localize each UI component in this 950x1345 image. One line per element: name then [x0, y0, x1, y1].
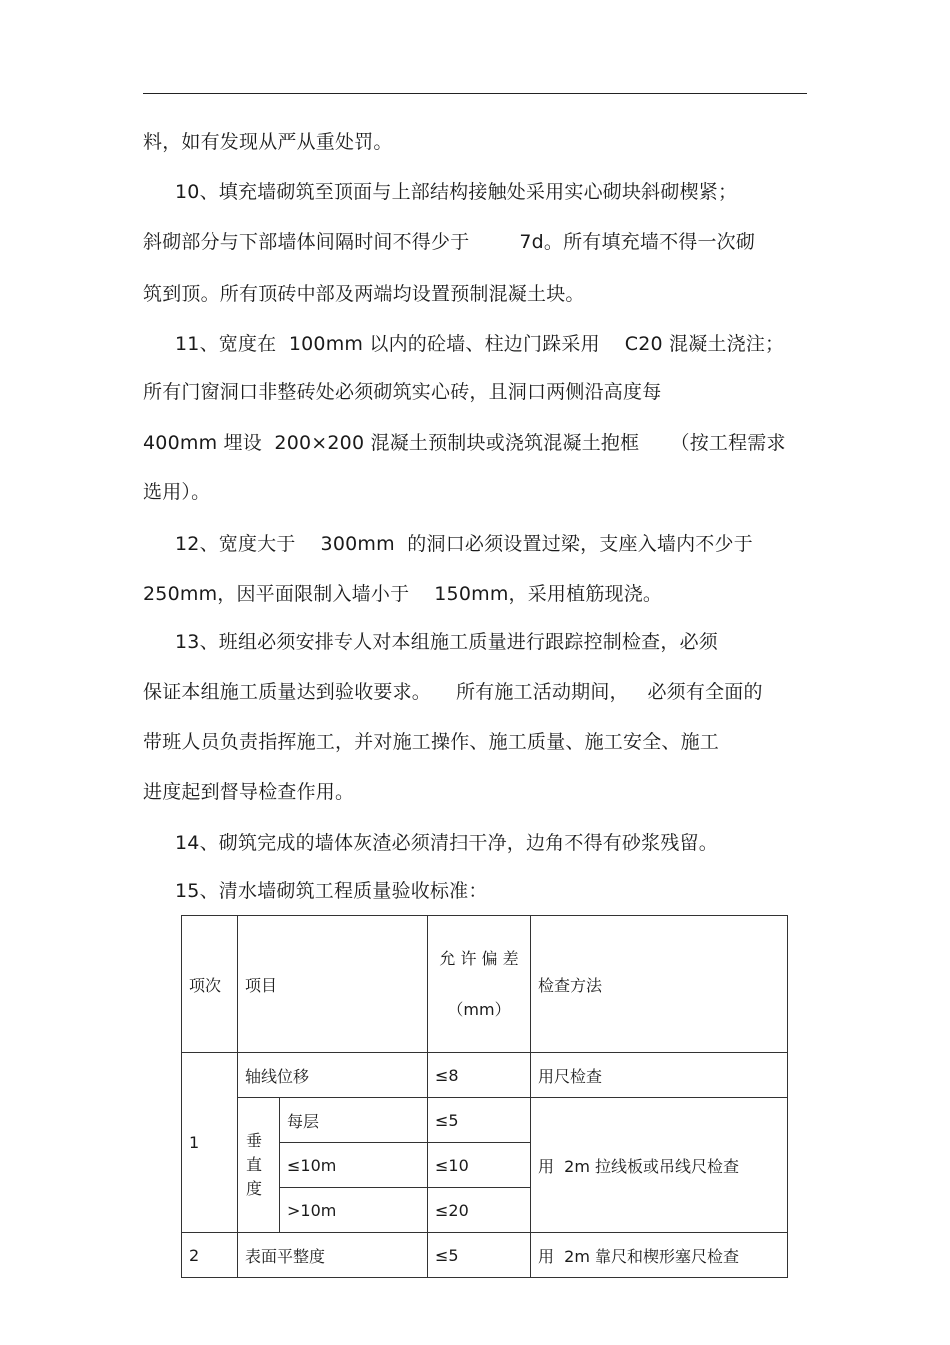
- paragraph-line: 400mm 埋设 200×200 混凝土预制块或浇筑混凝土抱框 （按工程需求: [143, 432, 786, 454]
- paragraph-line: 带班人员负责指挥施工，并对施工操作、施工质量、施工安全、施工: [143, 731, 720, 753]
- cell-method: 用尺检查: [531, 1053, 788, 1098]
- header-tolerance-line2: （mm）: [447, 1000, 511, 1019]
- paragraph-line: 11、宽度在 100mm 以内的砼墙、柱边门跺采用 C20 混凝土浇注；: [175, 333, 785, 355]
- cell-vertical-group: [238, 1098, 280, 1233]
- paragraph-line: 保证本组施工质量达到验收要求。 所有施工活动期间， 必须有全面的: [143, 681, 763, 703]
- vertical-char: 垂: [246, 1131, 263, 1150]
- paragraph-line: 250mm，因平面限制入墙小于 150mm，采用植筋现浇。: [143, 583, 663, 605]
- vertical-char: 度: [246, 1179, 263, 1198]
- header-cell-item: 项目: [238, 916, 428, 1053]
- cell-no-1: 1: [182, 1053, 238, 1233]
- cell-method: 用 2m 靠尺和楔形塞尺检查: [531, 1233, 788, 1278]
- paragraph-line: 进度起到督导检查作用。: [143, 781, 355, 803]
- paragraph-line: 料，如有发现从严从重处罚。: [143, 131, 393, 153]
- cell-method: 用 2m 拉线板或吊线尺检查: [531, 1098, 788, 1233]
- paragraph-line: 14、砌筑完成的墙体灰渣必须清扫干净，边角不得有砂浆残留。: [175, 832, 718, 854]
- cell-tolerance: ≤8: [428, 1053, 531, 1098]
- table-header-row: [182, 916, 788, 1053]
- vertical-char: 直: [246, 1155, 263, 1174]
- paragraph-line: 15、清水墙砌筑工程质量验收标准：: [175, 880, 488, 902]
- paragraph-line: 斜砌部分与下部墙体间隔时间不得少于 7d。所有填充墙不得一次砌: [143, 231, 756, 253]
- cell-subitem: 每层: [280, 1098, 428, 1143]
- table-row: [182, 1053, 788, 1098]
- cell-tolerance: ≤10: [428, 1143, 531, 1188]
- paragraph-line: 12、宽度大于 300mm 的洞口必须设置过梁，支座入墙内不少于: [175, 533, 753, 555]
- header-tolerance-line1: 允 许 偏 差: [439, 949, 519, 968]
- header-cell-method: 检查方法: [531, 916, 788, 1053]
- cell-no-2: 2: [182, 1233, 238, 1278]
- cell-item: 表面平整度: [238, 1233, 428, 1278]
- quality-table: [181, 915, 788, 1278]
- cell-tolerance: ≤5: [428, 1098, 531, 1143]
- paragraph-line: 所有门窗洞口非整砖处必须砌筑实心砖，且洞口两侧沿高度每: [143, 381, 662, 403]
- paragraph-line: 10、填充墙砌筑至顶面与上部结构接触处采用实心砌块斜砌楔紧；: [175, 181, 738, 203]
- paragraph-line: 选用）。: [143, 481, 211, 503]
- cell-subitem: ≤10m: [280, 1143, 428, 1188]
- table-row: [182, 1098, 788, 1143]
- cell-subitem: >10m: [280, 1188, 428, 1233]
- cell-tolerance: ≤5: [428, 1233, 531, 1278]
- paragraph-line: 13、班组必须安排专人对本组施工质量进行跟踪控制检查，必须: [175, 631, 718, 653]
- cell-tolerance: ≤20: [428, 1188, 531, 1233]
- header-cell-no: 项次: [182, 916, 238, 1053]
- header-cell-tolerance: [428, 916, 531, 1053]
- paragraph-line: 筑到顶。所有顶砖中部及两端均设置预制混凝土块。: [143, 283, 585, 305]
- table-row: [182, 1233, 788, 1278]
- cell-item: 轴线位移: [238, 1053, 428, 1098]
- header-rule: [143, 93, 807, 94]
